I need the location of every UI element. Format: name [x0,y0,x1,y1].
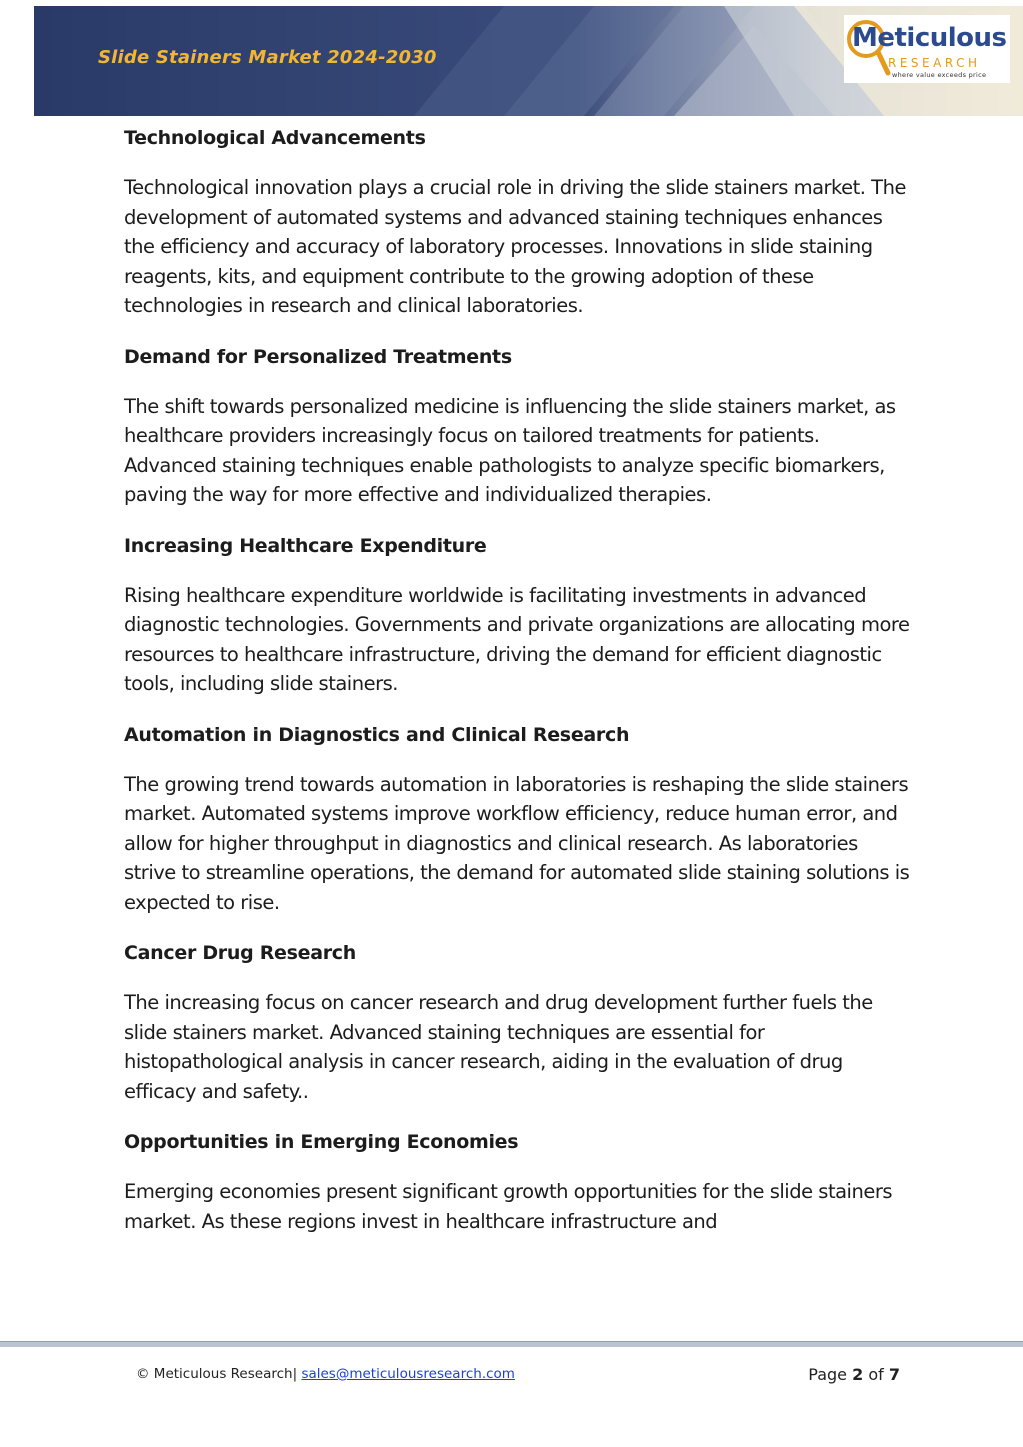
logo-name: Meticulous [852,23,1007,53]
section-body: The shift towards personalized medicine is influencing the slide stainers market, as healthcare providers increasingly focus on tailored treatments for patients. Advanced staining techniques enable pathologists to analyze specific biomarkers, paving the way for more effective and individualized therapies. [124,394,896,506]
header-banner [34,6,1023,116]
page-number [808,1365,900,1384]
footer-divider [0,1341,1023,1347]
page-current: 2 [852,1365,864,1384]
section-body: The increasing focus on cancer research and drug development further fuels the slide stainers market. Advanced staining techniques are essential for histopathological analysis in cancer research, aiding in the evaluation of drug efficacy and safety.. [124,991,873,1103]
page-total: 7 [888,1365,900,1384]
section-heading: Technological Advancements [124,127,426,149]
report-title: Slide Stainers Market 2024-2030 [98,47,437,68]
meticulous-research-logo [844,15,1010,83]
logo-subtitle: RESEARCH [888,56,981,70]
section-heading: Automation in Diagnostics and Clinical Research [124,723,630,746]
copyright-text: © Meticulous Research| [136,1366,298,1382]
section-body: Rising healthcare expenditure worldwide is facilitating investments in advanced diagnostic technologies. Governments and private organizations are allocating more resources to healthcare infrastructure, driving the demand for efficient diagnostic tools, including slide stainers. [124,583,910,695]
page-of: of [868,1365,884,1384]
email-link[interactable]: sales@meticulousresearch.com [301,1366,515,1382]
footer-copyright [136,1366,515,1382]
section-body: The growing trend towards automation in laboratories is reshaping the slide stainers market. Automated systems improve workflow efficiency, reduce human error, and allow for higher throughput in diagnostics and clinical research. As laboratories strive to streamline operations, the demand for automated slide staining solutions is expected to rise. [124,772,910,914]
section-heading: Opportunities in Emerging Economies [124,1131,519,1153]
section-heading: Demand for Personalized Treatments [124,345,512,368]
section-heading: Increasing Healthcare Expenditure [124,534,487,557]
section-body: Emerging economies present significant growth opportunities for the slide stainers market. As these regions invest in healthcare infrastructure and [124,1180,893,1233]
logo-tagline: where value exceeds price [892,71,987,79]
main-content [124,124,914,1258]
page-label: Page [808,1365,848,1384]
section-body: Technological innovation plays a crucial role in driving the slide stainers market. The development of automated systems and advanced staining techniques enhances the efficiency and accuracy of laboratory processes. Innovations in slide staining reagents, kits, and equipment contribute to the growing adoption of these technologies in research and clinical laboratories. [124,176,906,317]
section-heading: Cancer Drug Research [124,942,357,964]
